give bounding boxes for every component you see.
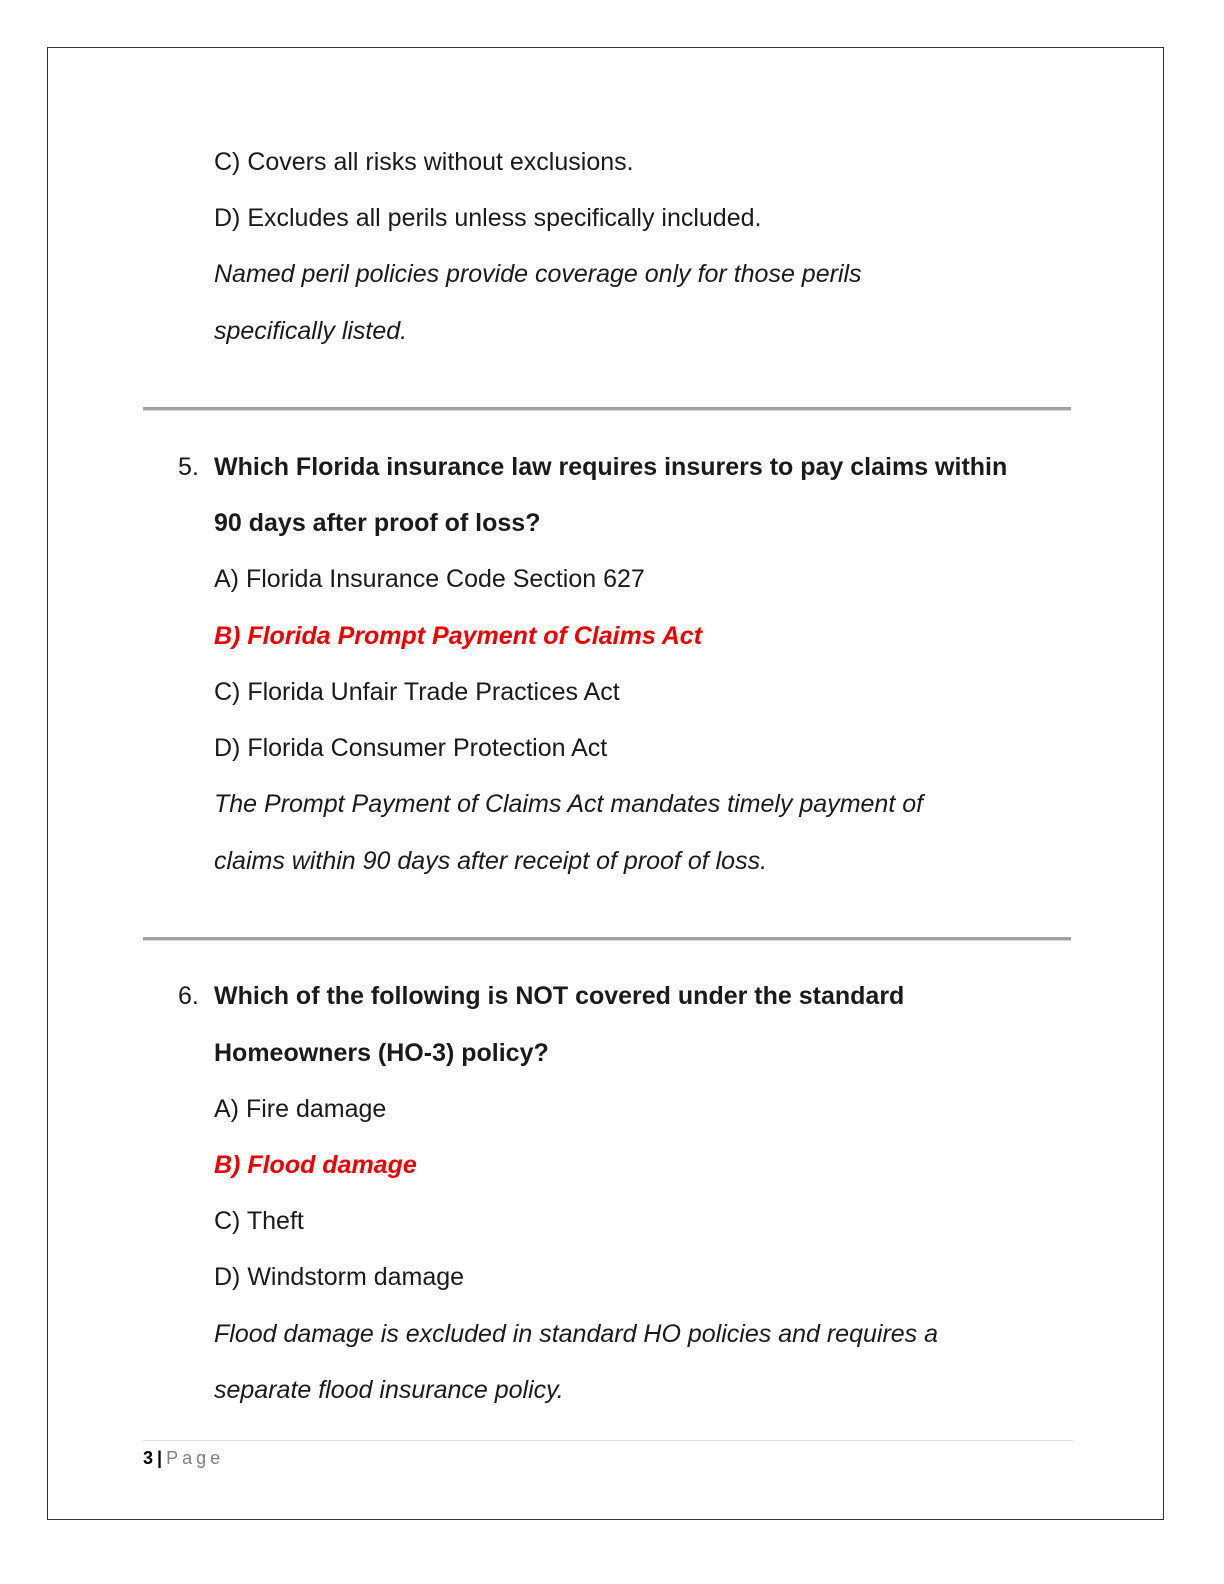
- q6-option-a: A) Fire damage: [214, 1095, 387, 1123]
- q4-explanation-line2: specifically listed.: [214, 317, 408, 345]
- page-label: Page: [166, 1448, 225, 1468]
- q4-option-d: D) Excludes all perils unless specifically included.: [214, 204, 762, 232]
- section-divider: [143, 937, 1071, 941]
- q6-option-d: D) Windstorm damage: [214, 1263, 465, 1291]
- q5-question-line2: 90 days after proof of loss?: [214, 509, 541, 537]
- footer-rule: [143, 1440, 1073, 1441]
- q5-option-b-correct-answer: B) Florida Prompt Payment of Claims Act: [214, 622, 703, 650]
- q5-explanation-line1: The Prompt Payment of Claims Act mandates timely payment of: [214, 790, 924, 818]
- q5-question-line1: Which Florida insurance law requires insurers to pay claims within: [214, 453, 1008, 481]
- q5-option-a: A) Florida Insurance Code Section 627: [214, 565, 645, 593]
- q5-number: 5.: [178, 453, 199, 481]
- q4-explanation-line1: Named peril policies provide coverage only for those perils: [214, 260, 862, 288]
- q6-option-c: C) Theft: [214, 1207, 304, 1235]
- section-divider: [143, 407, 1071, 411]
- q6-explanation-line1: Flood damage is excluded in standard HO policies and requires a: [214, 1320, 939, 1348]
- page-footer: [143, 1447, 224, 1469]
- q6-option-b-correct-answer: B) Flood damage: [214, 1151, 417, 1179]
- footer-separator: |: [157, 1448, 163, 1468]
- q4-option-c: C) Covers all risks without exclusions.: [214, 148, 634, 176]
- page-number: 3: [143, 1448, 154, 1468]
- q5-option-c: C) Florida Unfair Trade Practices Act: [214, 678, 620, 706]
- q6-question-line1: Which of the following is NOT covered under the standard: [214, 982, 905, 1010]
- q6-question-line2: Homeowners (HO-3) policy?: [214, 1039, 549, 1067]
- q6-number: 6.: [178, 982, 199, 1010]
- q6-explanation-line2: separate flood insurance policy.: [214, 1376, 564, 1404]
- q5-option-d: D) Florida Consumer Protection Act: [214, 734, 608, 762]
- q5-explanation-line2: claims within 90 days after receipt of proof of loss.: [214, 847, 768, 875]
